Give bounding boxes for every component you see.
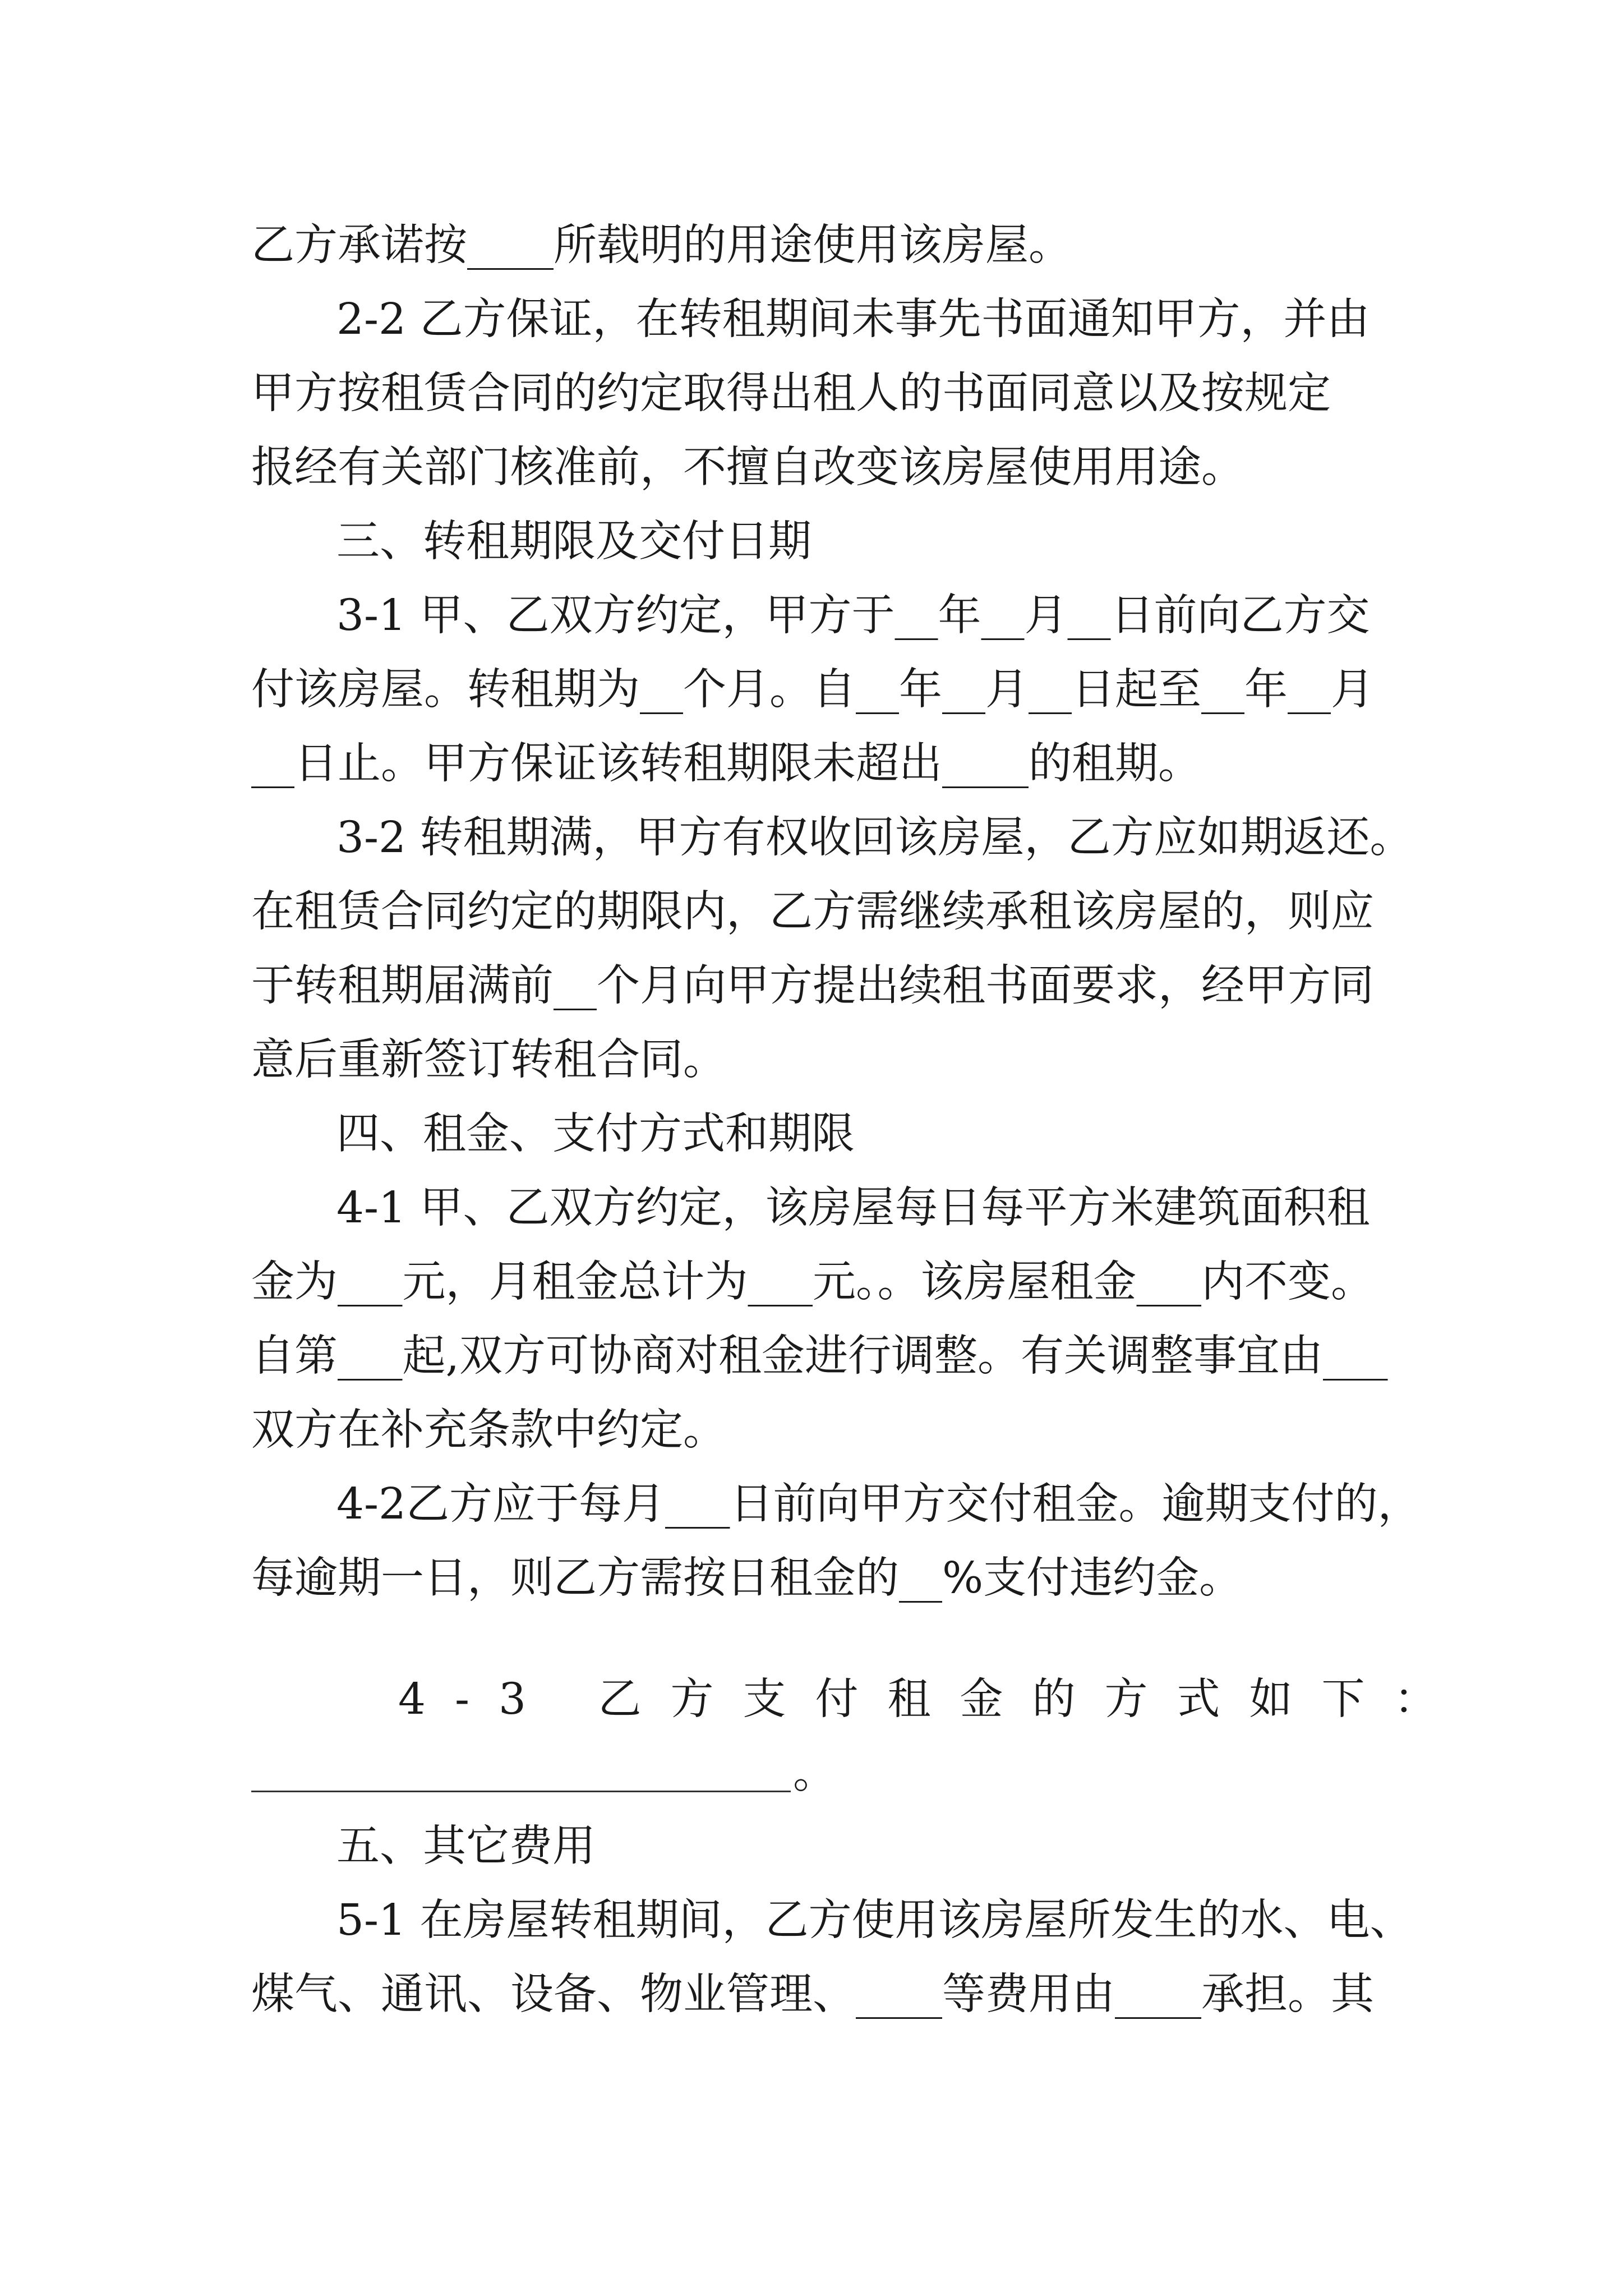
section-heading: 五、其它费用 [336,1821,596,1871]
section-heading: 四、租金、支付方式和期限 [336,1109,855,1159]
paragraph-line: 金为___元，月租金总计为___元。。该房屋租金___内不变。 [251,1257,1374,1307]
paragraph-line: 双方在补充条款中约定。 [251,1405,726,1455]
paragraph-line: 乙方承诺按____所载明的用途使用该房屋。 [251,220,1072,270]
paragraph-line: 2-2 乙方保证，在转租期间未事先书面通知甲方，并由 [336,295,1370,344]
paragraph-line: __日止。甲方保证该转租期限未超出____的租期。 [251,739,1201,789]
paragraph-line: 自第___起,双方可协商对租金进行调整。有关调整事宜由___ [251,1331,1388,1381]
section-heading: 三、转租期限及交付日期 [336,517,811,567]
paragraph-line: 3-1 甲、乙双方约定，甲方于__年__月__日前向乙方交 [336,591,1370,641]
paragraph-line: 4-3 乙方支付租金的方式如下： [398,1674,1467,1724]
paragraph-line: 4-1 甲、乙双方约定，该房屋每日每平方米建筑面积租 [336,1183,1370,1233]
paragraph-line: 5-1 在房屋转租期间，乙方使用该房屋所发生的水、电、 [336,1895,1413,1945]
paragraph-line: 甲方按租赁合同的约定取得出租人的书面同意以及按规定 [251,369,1331,418]
paragraph-line: 。 [793,1749,836,1798]
paragraph-line: 煤气、通讯、设备、物业管理、____等费用由____承担。其 [251,1970,1374,2019]
paragraph-line: 意后重新签订转租合同。 [251,1035,726,1085]
paragraph-line: 3-2 转租期满，甲方有权收回该房屋，乙方应如期返还。 [336,813,1413,863]
paragraph-line: 在租赁合同约定的期限内，乙方需继续承租该房屋的，则应 [251,887,1374,937]
paragraph-line: 付该房屋。转租期为__个月。自__年__月__日起至__年__月 [251,665,1374,715]
paragraph-line: 每逾期一日，则乙方需按日租金的__%支付违约金。 [251,1553,1243,1603]
paragraph-line: 于转租期届满前__个月向甲方提出续租书面要求，经甲方同 [251,961,1374,1011]
paragraph-line: 4-2乙方应于每月___日前向甲方交付租金。逾期支付的， [336,1479,1421,1529]
paragraph-line: 报经有关部门核准前，不擅自改变该房屋使用用途。 [251,443,1244,493]
fill-in-blank-line [251,1791,791,1792]
